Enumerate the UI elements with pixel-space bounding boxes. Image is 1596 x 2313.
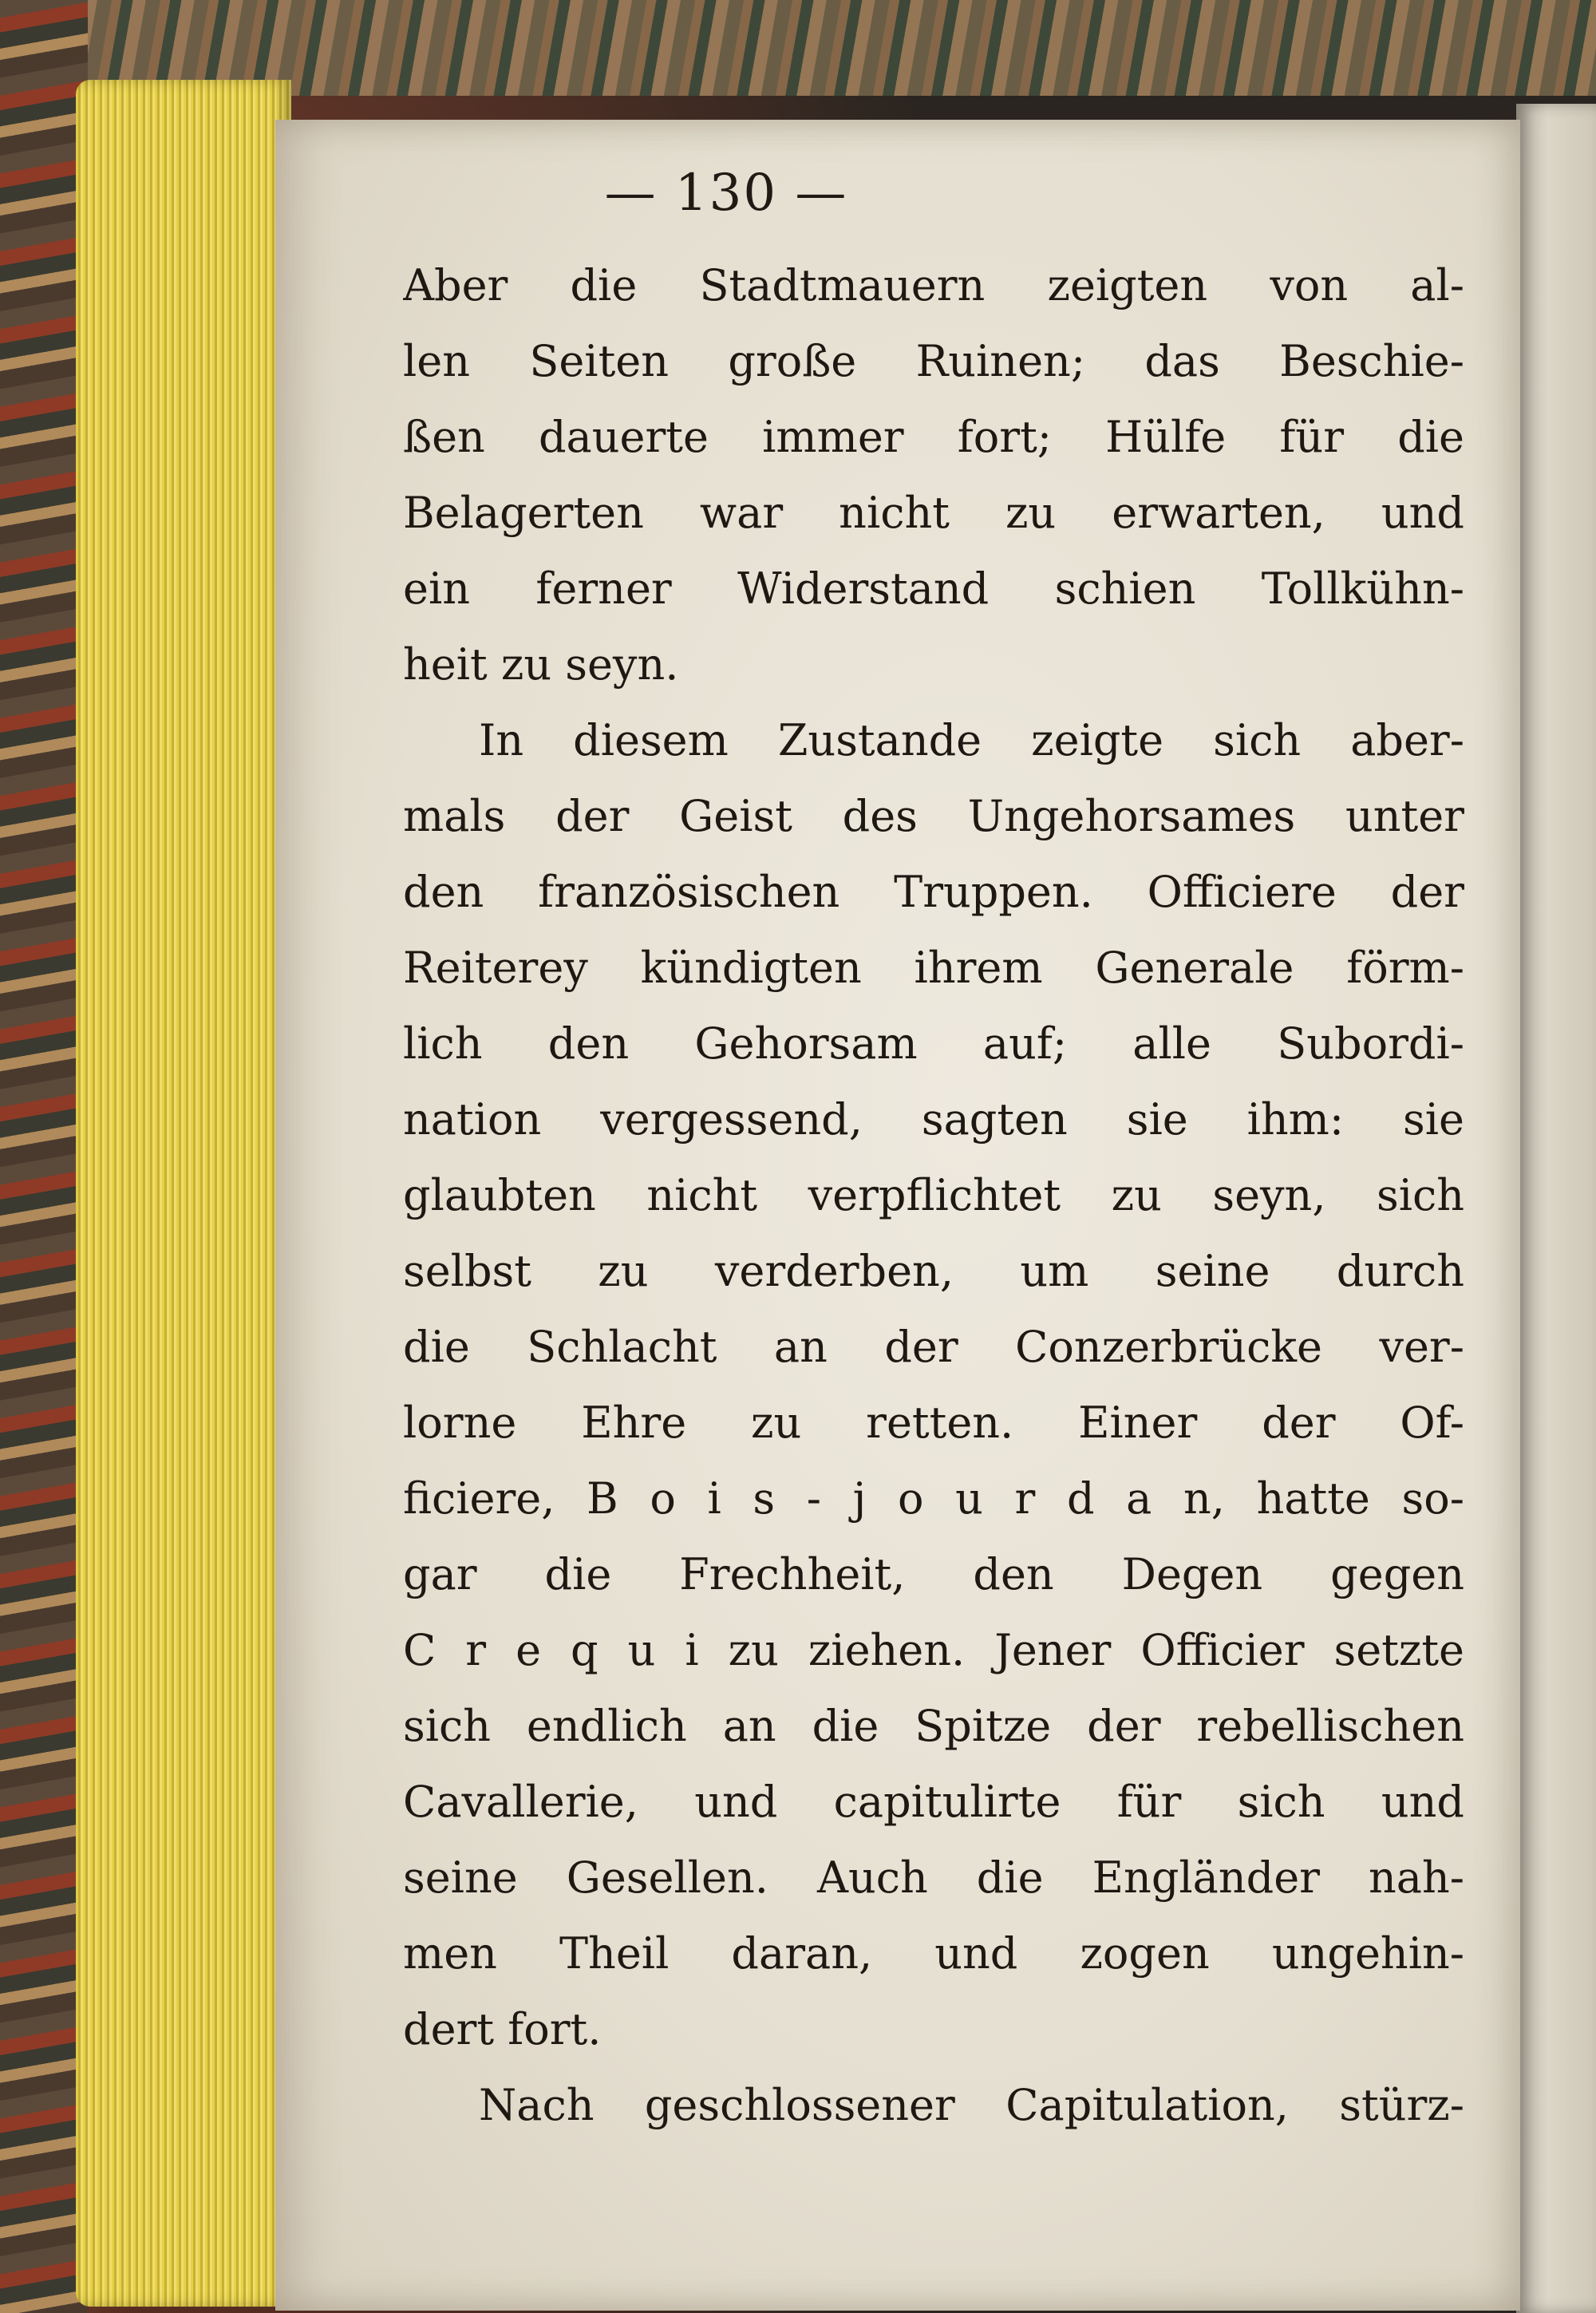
- text-line: len Seiten große Ruinen; das Beschie-: [403, 336, 1464, 386]
- text-line: ein ferner Widerstand schien Tollkühn-: [403, 563, 1464, 614]
- text-line: seine Gesellen. Auch die Engländer nah-: [403, 1852, 1464, 1903]
- text-line: gar die Frechheit, den Degen gegen: [403, 1549, 1464, 1599]
- text-line: lich den Gehorsam auf; alle Subordi-: [403, 1018, 1464, 1069]
- page-number-header: — 130 —: [604, 164, 848, 223]
- text-line: Cavallerie, und capitulirte für sich und: [403, 1777, 1464, 1827]
- gilt-page-edges: [76, 80, 291, 2307]
- text-line: lorne Ehre zu retten. Einer der Of-: [403, 1398, 1464, 1448]
- text-line: nation vergessend, sagten sie ihm: sie: [403, 1094, 1464, 1145]
- text-line: heit zu seyn.: [403, 639, 679, 690]
- text-line: mals der Geist des Ungehorsames unter: [403, 791, 1464, 841]
- text-line: C r e q u i zu ziehen. Jener Officier setzte: [403, 1625, 1464, 1675]
- text-line: den französischen Truppen. Officiere der: [403, 867, 1464, 917]
- text-line: Aber die Stadtmauern zeigten von al-: [403, 260, 1464, 310]
- text-line: men Theil daran, und zogen ungehin-: [403, 1928, 1464, 1979]
- text-line: ßen dauerte immer fort; Hülfe für die: [403, 412, 1464, 462]
- text-line: Reiterey kündigten ihrem Generale förm-: [403, 943, 1464, 993]
- marbled-cover-left: [0, 0, 88, 2313]
- text-line: die Schlacht an der Conzerbrücke ver-: [403, 1322, 1464, 1372]
- body-text: [403, 247, 1464, 2143]
- text-line: ficiere, B o i s - j o u r d a n, hatte so-: [403, 1473, 1464, 1524]
- text-line: Belagerten war nicht zu erwarten, und: [403, 488, 1464, 538]
- text-line: Nach geschlossener Capitulation, stürz-: [479, 2080, 1464, 2130]
- text-line: sich endlich an die Spitze der rebellischen: [403, 1701, 1464, 1751]
- text-line: dert fort.: [403, 2004, 602, 2054]
- text-line: selbst zu verderben, um seine durch: [403, 1246, 1464, 1296]
- text-line: glaubten nicht verpflichtet zu seyn, sich: [403, 1170, 1464, 1220]
- text-line: In diesem Zustande zeigte sich aber-: [479, 715, 1464, 765]
- facing-page-edge: [1516, 104, 1596, 2313]
